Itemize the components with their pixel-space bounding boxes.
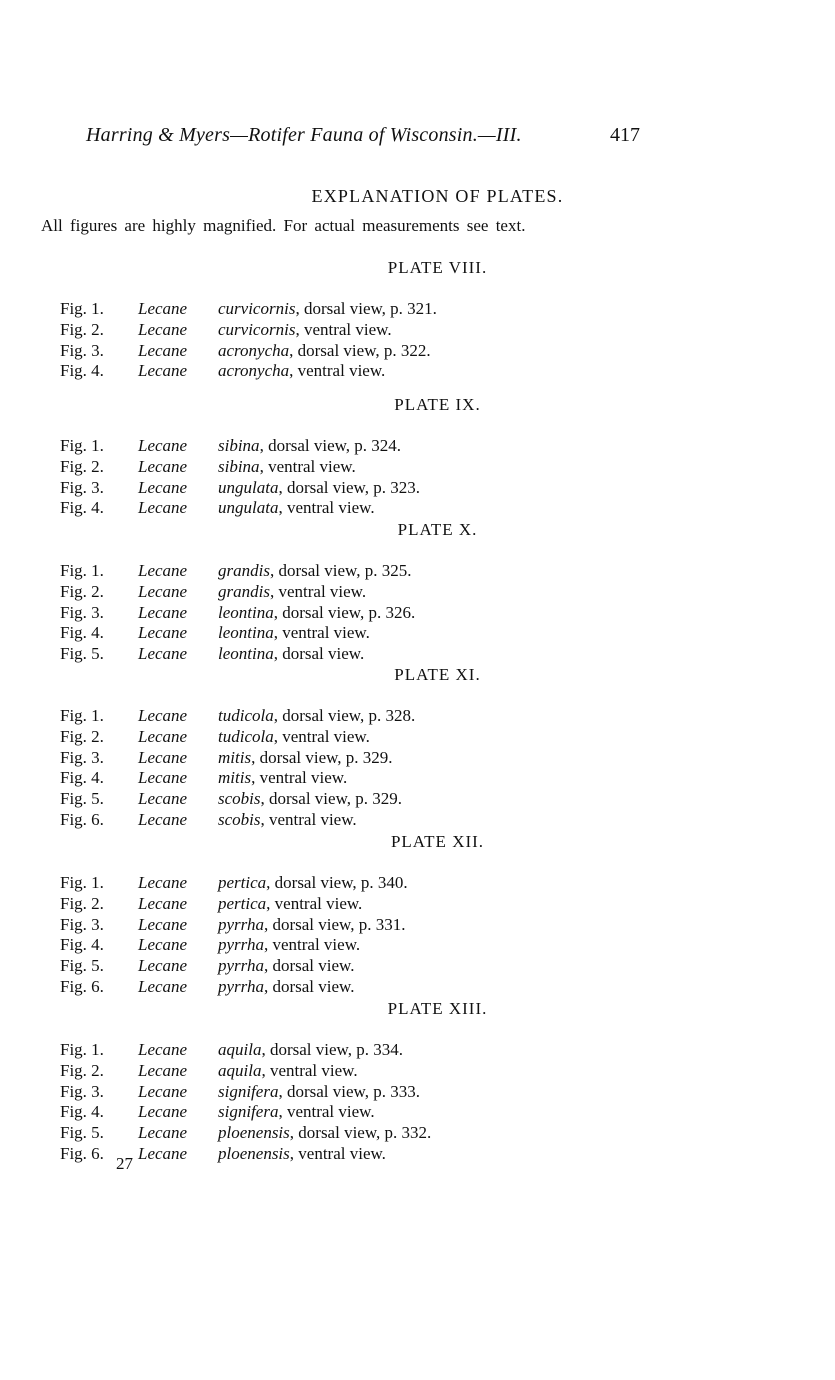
figure-label: Fig. 4. [60, 623, 104, 643]
view-description: , dorsal view, p. 329. [260, 789, 402, 809]
figure-label: Fig. 3. [60, 1081, 104, 1101]
figure-label: Fig. 4. [60, 498, 104, 518]
figure-description [218, 1040, 403, 1060]
running-head [86, 124, 640, 150]
species-name: curvicornis [218, 319, 296, 339]
figure-label: Fig. 3. [60, 914, 104, 934]
figure-description [218, 894, 362, 914]
figure-description [218, 498, 375, 518]
species-name: acronycha [218, 361, 290, 381]
figure-description [218, 748, 393, 768]
figure-description [218, 644, 364, 664]
plate-heading: PLATE XII. [390, 832, 485, 851]
view-description: , dorsal view, p. 321. [295, 299, 437, 318]
species-name: acronycha [218, 340, 290, 360]
figure-description [218, 873, 408, 893]
genus-name: Lecane [138, 602, 188, 622]
view-description: , dorsal view, p. 332. [289, 1123, 432, 1143]
genus-name: Lecane [138, 1144, 188, 1163]
species-name: leontina [218, 644, 274, 664]
species-name: pyrrha [218, 956, 264, 976]
species-name: curvicornis [218, 299, 296, 318]
view-description: , ventral view. [289, 361, 386, 381]
view-description: , dorsal view, p. 325. [269, 561, 412, 580]
species-name: pyrrha [218, 977, 264, 996]
figure-description [218, 915, 405, 935]
figure-description [218, 603, 415, 623]
figure-description [218, 956, 354, 976]
plate-heading: PLATE XI. [394, 665, 481, 684]
genus-name: Lecane [138, 561, 188, 580]
figure-label: Fig. 1. [60, 436, 104, 455]
genus-name: Lecane [138, 1081, 188, 1101]
figure-description [218, 361, 385, 381]
species-name: leontina [218, 602, 274, 622]
genus-name: Lecane [138, 914, 188, 934]
figure-description [218, 1102, 375, 1122]
view-description: , dorsal view. [263, 977, 355, 996]
figure-label: Fig. 1. [60, 873, 104, 892]
genus-name: Lecane [138, 706, 188, 725]
view-description: , dorsal view, p. 328. [273, 706, 416, 725]
species-name: mitis [218, 747, 252, 767]
species-name: pertica [218, 873, 267, 892]
view-description: , ventral view. [295, 319, 392, 339]
species-name: pertica [218, 893, 267, 913]
genus-name: Lecane [138, 436, 188, 455]
figure-description [218, 1123, 431, 1143]
view-description: , ventral view. [273, 623, 370, 643]
figure-label: Fig. 5. [60, 1123, 104, 1143]
species-name: pyrrha [218, 935, 264, 955]
species-name: tudicola [218, 726, 274, 746]
running-head-title: Harring & Myers—Rotifer Fauna of Wisconsin.—III. [86, 124, 522, 146]
view-description: , ventral view. [263, 935, 361, 955]
figure-label: Fig. 1. [60, 561, 104, 580]
view-description: , ventral view. [273, 726, 370, 746]
genus-name: Lecane [138, 956, 188, 976]
genus-name: Lecane [138, 747, 188, 767]
genus-name: Lecane [138, 498, 188, 518]
view-description: , ventral view. [278, 498, 375, 518]
genus-name: Lecane [138, 1040, 188, 1059]
figure-description [218, 436, 401, 456]
figure-label: Fig. 2. [60, 319, 104, 339]
species-name: tudicola [218, 706, 274, 725]
figure-label: Fig. 6. [60, 1144, 104, 1163]
figure-description [218, 320, 392, 340]
species-name: aquila [218, 1040, 262, 1059]
species-name: mitis [218, 768, 252, 788]
figure-label: Fig. 5. [60, 644, 104, 664]
genus-name: Lecane [138, 768, 188, 788]
genus-name: Lecane [138, 477, 188, 497]
signature-mark: 27 [116, 1154, 133, 1173]
figure-label: Fig. 2. [60, 1060, 104, 1080]
view-description: , dorsal view, p. 329. [251, 747, 393, 767]
plate-heading: PLATE IX. [394, 395, 481, 414]
genus-name: Lecane [138, 319, 188, 339]
view-description: , dorsal view. [273, 644, 365, 664]
figure-description [218, 457, 356, 477]
genus-name: Lecane [138, 456, 188, 476]
figure-description [218, 810, 357, 830]
species-name: sibina [218, 436, 260, 455]
figure-label: Fig. 6. [60, 810, 104, 829]
species-name: signifera [218, 1102, 279, 1122]
plate-heading: PLATE XIII. [387, 999, 488, 1018]
genus-name: Lecane [138, 1123, 188, 1143]
view-description: , ventral view. [251, 768, 348, 788]
figure-label: Fig. 6. [60, 977, 104, 996]
view-description: , ventral view. [278, 1102, 375, 1122]
genus-name: Lecane [138, 893, 188, 913]
species-name: grandis [218, 561, 270, 580]
view-description: , dorsal view, p. 326. [273, 602, 416, 622]
view-description: , ventral view. [269, 581, 367, 601]
figure-description [218, 977, 354, 997]
view-description: , dorsal view, p. 324. [259, 436, 402, 455]
species-name: ungulata [218, 477, 279, 497]
figure-label: Fig. 2. [60, 456, 104, 476]
figure-label: Fig. 4. [60, 361, 104, 381]
view-description: , ventral view. [266, 893, 363, 913]
plate-heading: PLATE X. [397, 520, 478, 539]
genus-name: Lecane [138, 299, 188, 318]
figure-description [218, 706, 415, 726]
figure-description [218, 789, 402, 809]
species-name: ploenensis [218, 1123, 290, 1143]
genus-name: Lecane [138, 340, 188, 360]
view-description: , ventral view. [289, 1144, 386, 1163]
figure-description [218, 727, 370, 747]
species-name: scobis [218, 789, 261, 809]
figure-label: Fig. 1. [60, 299, 104, 318]
species-name: leontina [218, 623, 274, 643]
view-description: , dorsal view. [263, 956, 355, 976]
figure-label: Fig. 3. [60, 602, 104, 622]
figure-description [218, 341, 431, 361]
view-description: , dorsal view, p. 322. [289, 340, 431, 360]
view-description: , dorsal view, p. 334. [261, 1040, 403, 1059]
genus-name: Lecane [138, 873, 188, 892]
species-name: pyrrha [218, 914, 264, 934]
figure-label: Fig. 5. [60, 956, 104, 976]
figure-label: Fig. 2. [60, 893, 104, 913]
figure-label: Fig. 5. [60, 789, 104, 809]
figure-label: Fig. 1. [60, 706, 104, 725]
genus-name: Lecane [138, 810, 188, 829]
genus-name: Lecane [138, 644, 188, 664]
plate-heading: PLATE VIII. [387, 258, 488, 277]
figure-description [218, 768, 347, 788]
view-description: , ventral view. [259, 456, 356, 476]
species-name: aquila [218, 1060, 262, 1080]
figure-label: Fig. 3. [60, 477, 104, 497]
figure-label: Fig. 2. [60, 581, 104, 601]
genus-name: Lecane [138, 935, 188, 955]
genus-name: Lecane [138, 789, 188, 809]
figure-label: Fig. 4. [60, 935, 104, 955]
figure-description [218, 299, 437, 319]
figure-description [218, 561, 411, 581]
species-name: ploenensis [218, 1144, 290, 1163]
figure-description [218, 582, 366, 602]
genus-name: Lecane [138, 1102, 188, 1122]
figure-description [218, 623, 370, 643]
view-description: , dorsal view, p. 323. [278, 477, 420, 497]
figure-label: Fig. 4. [60, 1102, 104, 1122]
figure-description [218, 1144, 386, 1164]
species-name: ungulata [218, 498, 279, 518]
genus-name: Lecane [138, 1060, 188, 1080]
species-name: sibina [218, 456, 260, 476]
intro-paragraph: All figures are highly magnified. For actual measurements see text. [41, 216, 526, 235]
section-title: EXPLANATION OF PLATES. [311, 186, 564, 206]
view-description: , ventral view. [261, 1060, 358, 1080]
species-name: scobis [218, 810, 261, 829]
figure-label: Fig. 2. [60, 726, 104, 746]
species-name: signifera [218, 1081, 279, 1101]
view-description: , dorsal view, p. 331. [263, 914, 406, 934]
figure-label: Fig. 3. [60, 747, 104, 767]
genus-name: Lecane [138, 726, 188, 746]
page-number: 417 [610, 124, 640, 146]
view-description: , dorsal view, p. 340. [266, 873, 408, 892]
figure-description [218, 1082, 420, 1102]
genus-name: Lecane [138, 977, 188, 996]
view-description: , dorsal view, p. 333. [278, 1081, 420, 1101]
figure-description [218, 935, 360, 955]
genus-name: Lecane [138, 361, 188, 381]
figure-label: Fig. 4. [60, 768, 104, 788]
figure-label: Fig. 3. [60, 340, 104, 360]
figure-label: Fig. 1. [60, 1040, 104, 1059]
genus-name: Lecane [138, 623, 188, 643]
genus-name: Lecane [138, 581, 188, 601]
figure-description [218, 1061, 358, 1081]
species-name: grandis [218, 581, 270, 601]
view-description: , ventral view. [260, 810, 357, 829]
figure-description [218, 478, 420, 498]
